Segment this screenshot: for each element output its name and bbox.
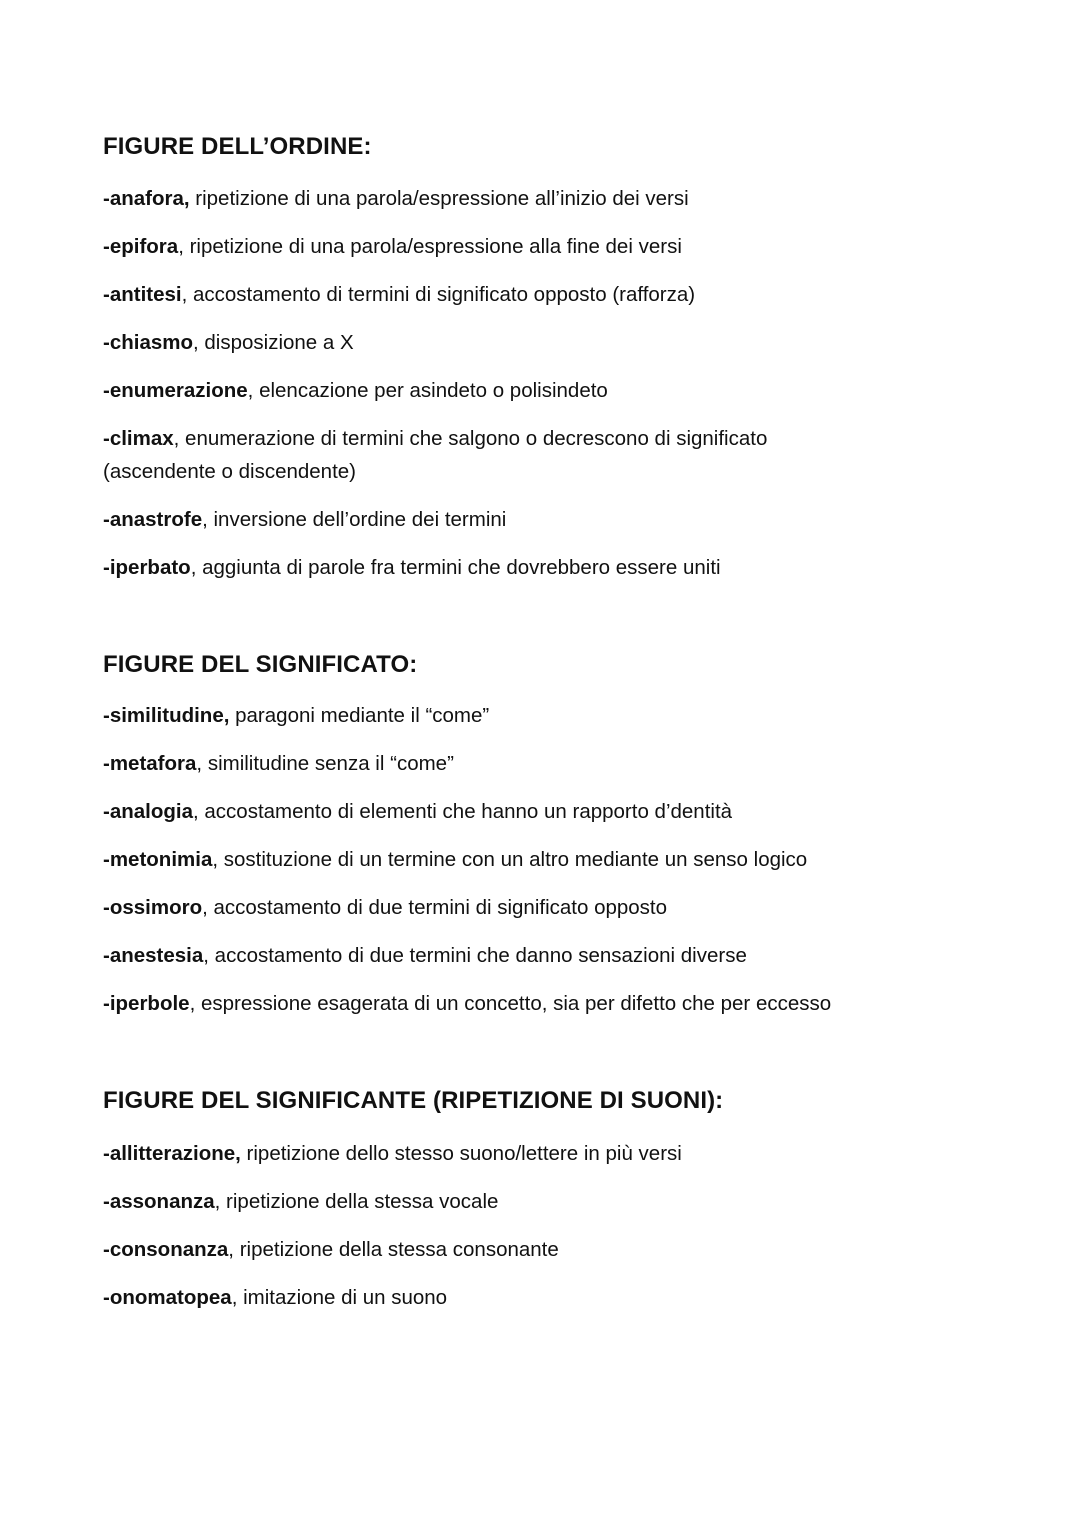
entry-term: -consonanza	[103, 1238, 229, 1261]
entry-enumerazione	[103, 374, 1003, 407]
entry-term: -analogia	[103, 800, 193, 823]
entry-ossimoro	[103, 891, 1003, 924]
entry-term: -ossimoro	[103, 896, 203, 919]
entry-definition: , ripetizione della stessa vocale	[214, 1190, 499, 1213]
section-figure-ordine	[103, 130, 1003, 599]
entry-definition: , elencazione per asindeto o polisindeto	[247, 379, 608, 402]
entry-consonanza	[103, 1233, 1003, 1266]
entry-definition: , ripetizione di una parola/espressione alla fine dei versi	[178, 235, 682, 258]
entry-term: -metafora	[103, 752, 197, 775]
entry-term: -anafora,	[103, 187, 190, 210]
entry-definition: , enumerazione di termini che salgono o decrescono di significato (ascendente o discendente)	[103, 427, 768, 483]
entry-term: -iperbato	[103, 556, 191, 579]
section-title: FIGURE DEL SIGNIFICANTE (RIPETIZIONE DI SUONI):	[103, 1087, 724, 1114]
entry-definition: , sostituzione di un termine con un altro mediante un senso logico	[212, 848, 808, 871]
entry-assonanza	[103, 1185, 1003, 1218]
entry-similitudine	[103, 699, 1003, 732]
entry-term: -metonimia	[103, 848, 213, 871]
entry-definition: , disposizione a X	[193, 331, 354, 354]
entry-epifora	[103, 230, 1003, 263]
entry-definition: , espressione esagerata di un concetto, sia per difetto che per eccesso	[189, 992, 832, 1015]
entry-term: -assonanza	[103, 1190, 215, 1213]
section-figure-significante	[103, 1084, 1003, 1329]
entry-antitesi	[103, 278, 1003, 311]
entry-term: -epifora	[103, 235, 179, 258]
entry-definition: , accostamento di due termini di significato opposto	[202, 896, 668, 919]
entry-term: -anestesia	[103, 944, 204, 967]
entry-term: -climax	[103, 427, 174, 450]
entry-definition: , similitudine senza il “come”	[196, 752, 454, 775]
entry-definition: ripetizione di una parola/espressione all’inizio dei versi	[189, 187, 689, 210]
entry-list	[103, 1137, 1003, 1314]
entry-term: -antitesi	[103, 283, 182, 306]
entry-allitterazione	[103, 1137, 1003, 1170]
entry-iperbato	[103, 551, 1003, 584]
entry-analogia	[103, 795, 1003, 828]
entry-term: -allitterazione,	[103, 1142, 241, 1165]
entry-climax	[103, 422, 863, 488]
entry-definition: , accostamento di due termini che danno sensazioni diverse	[203, 944, 747, 967]
entry-anafora	[103, 182, 1003, 215]
entry-term: -anastrofe	[103, 508, 203, 531]
section-title: FIGURE DEL SIGNIFICATO:	[103, 651, 418, 678]
entry-list	[103, 699, 1003, 1020]
entry-term: -similitudine,	[103, 704, 230, 727]
entry-metafora	[103, 747, 1003, 780]
entry-definition: paragoni mediante il “come”	[229, 704, 490, 727]
entry-term: -iperbole	[103, 992, 190, 1015]
entry-list	[103, 182, 1003, 584]
entry-iperbole	[103, 987, 1003, 1020]
entry-definition: , accostamento di termini di significato opposto (rafforza)	[181, 283, 696, 306]
entry-term: -onomatopea	[103, 1286, 232, 1309]
entry-onomatopea	[103, 1281, 1003, 1314]
entry-metonimia	[103, 843, 1003, 876]
entry-definition: ripetizione dello stesso suono/lettere in più versi	[240, 1142, 682, 1165]
entry-definition: , inversione dell’ordine dei termini	[202, 508, 507, 531]
entry-term: -chiasmo	[103, 331, 193, 354]
entry-definition: , imitazione di un suono	[231, 1286, 448, 1309]
entry-definition: , ripetizione della stessa consonante	[228, 1238, 559, 1261]
entry-anastrofe	[103, 503, 1003, 536]
entry-chiasmo	[103, 326, 1003, 359]
section-figure-significato	[103, 648, 1003, 1035]
entry-definition: , accostamento di elementi che hanno un rapporto d’dentità	[193, 800, 733, 823]
section-title: FIGURE DELL’ORDINE:	[103, 133, 372, 160]
entry-term: -enumerazione	[103, 379, 248, 402]
entry-definition: , aggiunta di parole fra termini che dovrebbero essere uniti	[190, 556, 721, 579]
entry-anestesia	[103, 939, 1003, 972]
